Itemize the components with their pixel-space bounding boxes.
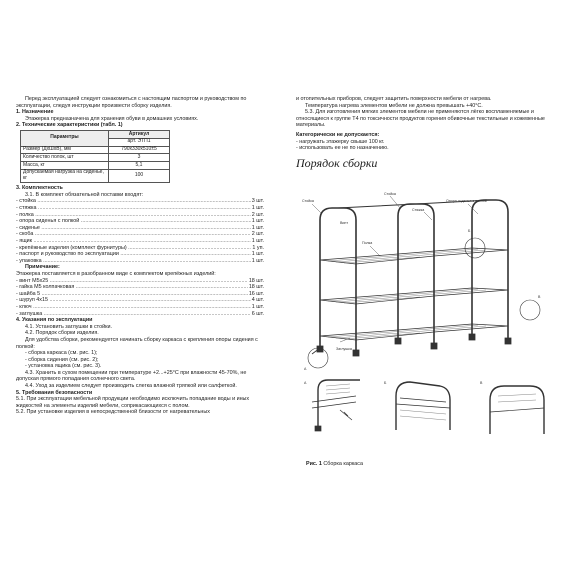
section-4-4: 4.4. Уход за изделием следует производить слегка влажной тряпкой или салфеткой. <box>25 383 237 390</box>
kit-item-qty: 1 шт. <box>251 224 264 231</box>
forbidden-title: Категорически не допускается: <box>296 131 380 138</box>
spec-article-value: арт. ЭТП1 <box>109 138 170 146</box>
label-zaglushka: Заглушка <box>336 347 352 351</box>
kit-item-name: - стяжка ..... <box>16 205 251 212</box>
section-4-3: 4.3. Хранить в сухом помещении при температуре +2...+25°С при влажности 45-70%, не допуская прямого попадания солнечного света. <box>16 369 247 383</box>
forbidden-item: - использовать ее не по назначению. <box>296 145 389 152</box>
spec-value: 3 <box>109 154 170 162</box>
list-item <box>16 284 264 291</box>
list-item <box>16 225 264 232</box>
section-5-2: 5.2. При установке изделия в непосредственной близости от нагревательных <box>16 409 210 416</box>
fastener-name: - заглушка ..... <box>16 311 251 318</box>
detail-views <box>312 380 544 434</box>
section-1-text: Этажерка предназначена для хранения обуви в домашних условиях. <box>25 115 199 122</box>
detail-label-v: В <box>480 381 483 385</box>
label-b: Б <box>468 229 471 233</box>
list-item <box>16 278 264 285</box>
list-item <box>16 212 264 219</box>
list-item <box>16 251 264 258</box>
list-item <box>16 311 264 318</box>
spec-table <box>20 130 170 183</box>
kit-item-qty: 1 шт. <box>251 205 264 212</box>
spec-header-params: Параметры <box>21 130 109 146</box>
detail-label-a: А <box>304 381 307 385</box>
list-item <box>16 218 264 225</box>
spec-param: Размер (ДхШхВ), мм <box>21 146 109 154</box>
label-opora: Опора сиденья с полкой <box>446 199 487 203</box>
section-4-1: 4.1. Установить заглушки в стойки. <box>25 323 112 330</box>
label-stoyka-left: Стойка <box>302 199 314 203</box>
spec-value: 5,1 <box>109 162 170 170</box>
section-4-2: 4.2. Порядок сборки изделия. <box>25 330 99 337</box>
spec-value: 790х330х510±5 <box>109 146 170 154</box>
label-stoyka-top: Стойка <box>384 192 396 196</box>
kit-item-name: - ящик ..... <box>16 238 251 245</box>
spec-param: Масса, кг <box>21 162 109 170</box>
note-text: Этажерка поставляется в разобранном виде с комплектом крепёжных изделий: <box>16 270 216 277</box>
spec-param: Количество полок, шт <box>21 154 109 162</box>
label-v: В <box>538 295 541 299</box>
kit-item-name: - опора сиденья с полкой ..... <box>16 218 251 225</box>
label-vint: Винт <box>340 221 349 225</box>
label-styazhka: Стяжка <box>412 208 425 212</box>
table-row <box>21 169 170 182</box>
section-2-title: 2. Технические характеристики (табл. 1) <box>16 122 123 129</box>
kit-item-name: - полка ..... <box>16 212 251 219</box>
list-item <box>16 205 264 212</box>
fastener-qty: 16 шт. <box>248 290 264 297</box>
caption-text: Сборка каркаса <box>323 461 363 467</box>
label-a: А <box>304 367 307 371</box>
right-column <box>296 96 554 170</box>
kit-item-name: - упаковка ..... <box>16 258 251 265</box>
kit-item-qty: 1 уп. <box>252 244 264 251</box>
list-item <box>16 258 264 265</box>
list-item <box>16 231 264 238</box>
list-item <box>16 198 264 205</box>
caption-number: Рис. 1 <box>306 461 322 467</box>
fastener-qty: 4 шт. <box>251 297 264 304</box>
heating-text: и отопительных приборов, следует защитить поверхности мебели от нагрева. <box>296 96 492 102</box>
kit-item-name: - крепёжные изделия (комплект фурнитуры) ..... <box>16 245 251 252</box>
section-3-intro: 3.1. В комплект обязательной поставки входят: <box>25 191 144 198</box>
spec-value: 100 <box>109 169 170 182</box>
section-4-title: 4. Указания по эксплуатации <box>16 317 93 324</box>
kit-list <box>16 198 264 264</box>
kit-item-qty: 1 шт. <box>251 251 264 258</box>
kit-item-qty: 2 шт. <box>251 211 264 218</box>
fastener-qty: 18 шт. <box>248 277 264 284</box>
table-row <box>21 146 170 154</box>
kit-item-name: - паспорт и руководство по эксплуатации ..... <box>16 251 251 258</box>
kit-item-qty: 1 шт. <box>251 257 264 264</box>
fastener-qty: 6 шт. <box>251 310 264 317</box>
list-item <box>16 238 264 245</box>
section-4-step: - установка ящика (см. рис. 3). <box>25 363 102 370</box>
spec-header-article: Артикул <box>109 130 170 138</box>
fastener-name: - ключ ..... <box>16 304 251 311</box>
kit-item-qty: 2 шт. <box>251 231 264 238</box>
note-title: Примечание: <box>25 264 60 271</box>
section-5-3: 5.3. Для изготовления мягких элементов мебели не применяются лёгко воспламеняемые и относящиеся к группе Т4 по токсичности продуктов горения обивочные текстильные и кожевенные материалы. <box>296 109 545 129</box>
list-item <box>16 245 264 252</box>
kit-item-name: - стойка ..... <box>16 198 251 205</box>
label-polka: Полка <box>362 241 373 245</box>
intro-text: Перед эксплуатацией следует ознакомиться с настоящим паспортом и руководством по эксплуатации, следуя инструкции произвести сборку изделия. <box>16 96 247 109</box>
section-5-1: 5.1. При эксплуатации мебельной продукции необходимо исключить попадание воды и иных жидкостей на элементы изделий мебели, соприкасающихся с полом. <box>16 396 250 409</box>
list-item <box>16 297 264 304</box>
figure-caption <box>306 461 363 467</box>
detail-label-b: Б <box>384 381 387 385</box>
section-1-title: 1. Назначение <box>16 109 54 116</box>
section-4-text: Для удобства сборки, рекомендуется начинать сборку каркаса с крепления опоры сидения с полкой: <box>16 336 258 350</box>
fastener-name: - шайба 5 ..... <box>16 291 248 298</box>
list-item <box>16 291 264 298</box>
temperature-text: Температура нагрева элементов мебели не должна превышать +40°С. <box>305 102 483 109</box>
kit-item-qty: 3 шт. <box>251 198 264 205</box>
section-5-title: 5. Требования безопасности <box>16 389 93 396</box>
kit-item-qty: 1 шт. <box>251 218 264 225</box>
table-row <box>21 154 170 162</box>
fastener-list <box>16 278 264 318</box>
spec-param: Допускаемая нагрузка на сиденье, кг <box>21 169 109 182</box>
list-item <box>16 304 264 311</box>
section-3-title: 3. Комплектность <box>16 185 63 192</box>
kit-item-name: - сиденье ..... <box>16 225 251 232</box>
kit-item-qty: 1 шт. <box>251 238 264 244</box>
section-4-step: - сборка каркаса (см. рис. 1); <box>25 350 98 357</box>
table-row <box>21 162 170 170</box>
forbidden-item: - нагружать этажерку свыше 100 кг. <box>296 138 385 145</box>
kit-item-name: - скоба ..... <box>16 231 251 238</box>
fastener-name: - винт М5х25 ..... <box>16 278 248 285</box>
fastener-qty: 1 шт. <box>251 303 264 310</box>
fastener-name: - гайка М5 колпачковая ..... <box>16 284 248 291</box>
assembly-title: Порядок сборки <box>296 155 378 170</box>
assembly-diagram <box>300 190 556 450</box>
left-column <box>16 96 264 416</box>
fastener-name: - шуруп 4х15 ..... <box>16 297 251 304</box>
fastener-qty: 18 шт. <box>248 284 264 291</box>
section-4-step: - сборка сидения (см. рис. 2); <box>25 356 99 363</box>
